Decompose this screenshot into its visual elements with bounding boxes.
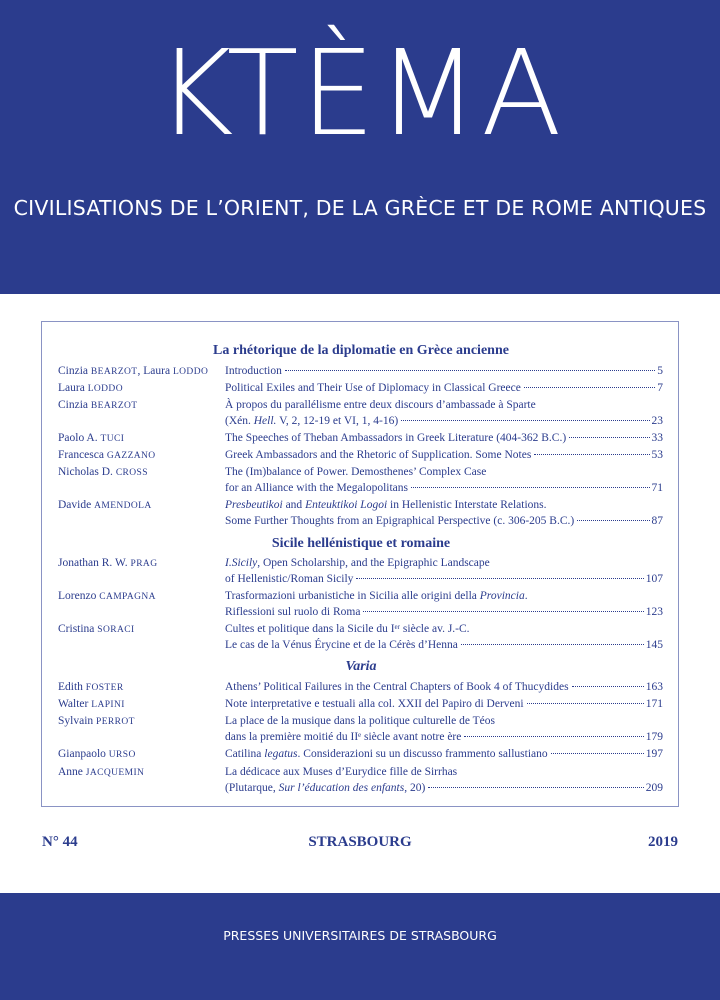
entry-title: Political Exiles and Their Use of Diplomacy in Classical Greece [225,382,521,394]
entry-author: Gianpaolo URSO [58,748,136,760]
publisher: PRESSES UNIVERSITAIRES DE STRASBOURG [223,928,497,943]
entry-title: Note interpretative e testuali alla col. XXII del Papiro di Derveni [225,698,524,710]
entry-author: Lorenzo CAMPAGNA [58,590,156,602]
entry-title: Trasformazioni urbanistiche in Sicilia alle origini della Provincia. [225,590,528,602]
page-number: 171 [645,698,663,710]
entry-author: Cinzia BEARZOT [58,399,138,411]
city: STRASBOURG [308,834,412,850]
entry-author: Cinzia BEARZOT, Laura LODDO [58,365,209,377]
page-number: 107 [645,572,663,585]
entry-author: Walter LAPINI [58,698,125,710]
entry-author: Sylvain PERROT [58,715,135,727]
entry-author: Francesca GAZZANO [58,449,156,461]
footer-band [0,893,720,1000]
section-title: Varia [345,659,377,674]
journal-subtitle: CIVILISATIONS DE L’ORIENT, DE LA GRÈCE ET DE ROME ANTIQUES [13,196,707,220]
page-number: 87 [651,514,663,527]
page-number: 163 [645,681,663,693]
page-number: 209 [645,781,663,794]
entry-title: La place de la musique dans la politique culturelle de Téos [225,715,495,727]
page-number: 23 [651,414,663,427]
entry-author: Anne JACQUEMIN [58,766,145,778]
section-title: La rhétorique de la diplomatie en Grèce ancienne [213,343,509,358]
entry-title: Athens’ Political Failures in the Central Chapters of Book 4 of Thucydides [225,681,569,693]
page-number: 145 [645,638,663,651]
entry-title: À propos du parallélisme entre deux discours d’ambassade à Sparte [225,399,536,411]
entry-title: Some Further Thoughts from an Epigraphical Perspective (c. 306-205 B.C.) [225,514,575,527]
journal-title: KTÈMA [156,24,564,162]
entry-title: The Speeches of Theban Ambassadors in Greek Literature (404-362 B.C.) [225,432,567,444]
page-number: 53 [651,449,663,461]
entry-title: Presbeutikoi and Enteuktikoi Logoi in Hellenistic Interstate Relations. [225,499,547,511]
entry-author: Jonathan R. W. PRAG [58,557,158,569]
entry-title: I.Sicily, Open Scholarship, and the Epigraphic Landscape [225,557,490,569]
entry-title: of Hellenistic/Roman Sicily [225,572,354,585]
page-number: 197 [645,748,663,760]
entry-title: Riflessioni sul ruolo di Roma [225,605,361,618]
page-number: 123 [645,605,663,618]
page-number: 5 [657,365,663,377]
entry-author: Laura LODDO [58,382,123,394]
entry-author: Cristina SORACI [58,623,135,635]
entry-title: Greek Ambassadors and the Rhetoric of Supplication. Some Notes [225,449,532,461]
entry-title: dans la première moitié du IIᵉ siècle avant notre ère [225,730,462,743]
table-of-contents [41,321,679,807]
entry-title: (Plutarque, Sur l’éducation des enfants, 20) [225,781,426,794]
entry-title: Cultes et politique dans la Sicile du Iᵉʳ siècle av. J.-C. [225,623,470,635]
page-number: 71 [651,481,663,494]
issue-number: N° 44 [42,834,78,850]
entry-title: (Xén. Hell. V, 2, 12-19 et VI, 1, 4-16) [225,414,399,427]
entry-author: Davide AMENDOLA [58,499,152,511]
entry-title: La dédicace aux Muses d’Eurydice fille de Sirrhas [225,766,458,778]
entry-author: Edith FOSTER [58,681,124,693]
entry-title: for an Alliance with the Megalopolitans [225,481,408,494]
header-band [0,0,720,294]
page-number: 33 [651,432,663,444]
entry-author: Paolo A. TUCI [58,432,125,444]
entry-title: Introduction [225,365,282,377]
section-title: Sicile hellénistique et romaine [271,536,451,551]
page-number: 7 [657,382,663,394]
page-number: 179 [645,730,663,743]
entry-title: The (Im)balance of Power. Demosthenes’ Complex Case [225,466,487,478]
entry-title: Le cas de la Vénus Érycine et de la Cérès d’Henna [225,638,458,651]
entry-title: Catilina legatus. Considerazioni su un discusso frammento sallustiano [225,748,548,760]
entry-author: Nicholas D. CROSS [58,466,148,478]
year: 2019 [648,834,678,850]
